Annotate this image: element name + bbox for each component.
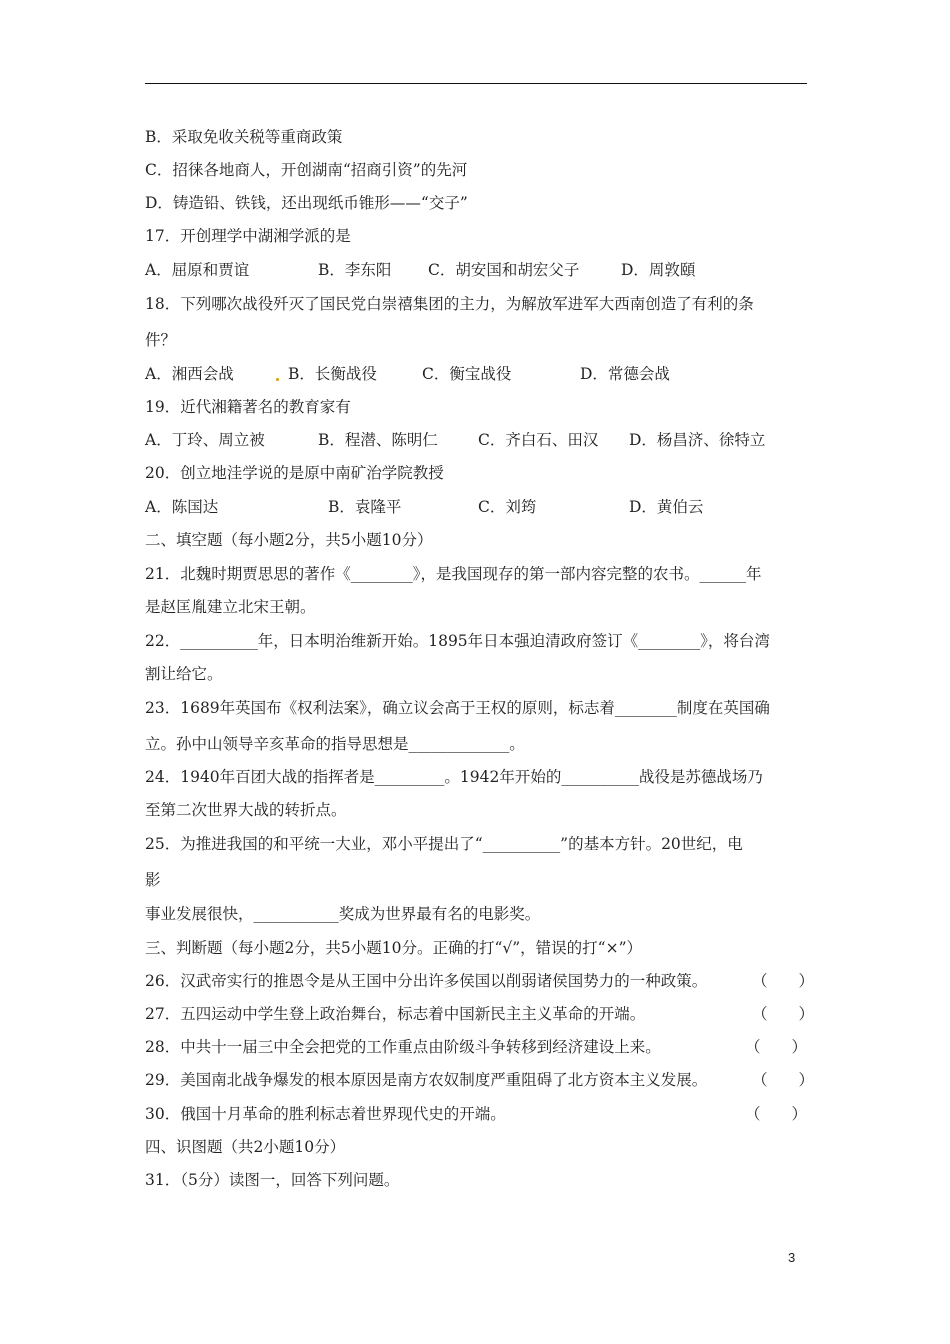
q30-answer-paren[interactable]: （ ）: [745, 1105, 808, 1123]
q17-stem: 17．开创理学中湖湘学派的是: [145, 227, 351, 245]
q27-answer-paren[interactable]: （ ）: [752, 1005, 815, 1023]
q31-stem: 31．（5分）读图一，回答下列问题。: [145, 1171, 400, 1189]
q17-option-a: A．屈原和贾谊: [145, 261, 250, 279]
q20-option-c: C．刘筠: [478, 498, 537, 516]
q27-text: 27．五四运动中学生登上政治舞台，标志着中国新民主主义革命的开端。: [145, 1005, 646, 1023]
page-number: 3: [788, 1250, 796, 1265]
q19-option-c: C．齐白石、田汉: [478, 431, 599, 449]
q17-option-b: B．李东阳: [318, 261, 392, 279]
q19-stem: 19．近代湘籍著名的教育家有: [145, 398, 351, 416]
q18-option-d: D．常德会战: [580, 365, 670, 383]
q18-stem-line1: 18．下列哪次战役歼灭了国民党白崇禧集团的主力，为解放军进军大西南创造了有利的条: [145, 295, 754, 313]
q18-option-a: A．湘西会战: [145, 365, 234, 383]
q23-line2: 立。孙中山领导辛亥革命的指导思想是_____________。: [145, 735, 525, 753]
q18-option-c: C．衡宝战役: [422, 365, 512, 383]
q22-line1: 22．__________年，日本明治维新开始。1895年日本强迫清政府签订《________》，将台湾: [145, 632, 770, 650]
q16-option-c: C．招徕各地商人，开创湖南“招商引资”的先河: [145, 161, 468, 179]
q21-line1: 21．北魏时期贾思思的著作《________》，是我国现存的第一部内容完整的农书。______年: [145, 565, 762, 583]
q29-answer-paren[interactable]: （ ）: [752, 1071, 815, 1089]
q20-option-b: B．袁隆平: [328, 498, 402, 516]
q17-option-d: D．周敦頤: [621, 261, 696, 279]
q26-text: 26．汉武帝实行的推恩令是从王国中分出许多侯国以削弱诸侯国势力的一种政策。: [145, 972, 708, 990]
stray-mark: [276, 378, 279, 381]
q25-line1: 25．为推进我国的和平统一大业，邓小平提出了“__________”的基本方针。20世纪，电: [145, 835, 743, 853]
q21-line2: 是赵匡胤建立北宋王朝。: [145, 598, 316, 616]
q20-option-d: D．黄伯云: [629, 498, 704, 516]
q24-line1: 24．1940年百团大战的指挥者是_________。1942年开始的__________战役是苏德战场乃: [145, 768, 763, 786]
header-rule: [145, 83, 807, 84]
q19-option-d: D．杨昌济、徐特立: [629, 431, 766, 449]
q18-stem-line2: 件？: [145, 331, 177, 349]
q29-text: 29．美国南北战争爆发的根本原因是南方农奴制度严重阻碍了北方资本主义发展。: [145, 1071, 708, 1089]
q22-line2: 割让给它。: [145, 665, 223, 683]
q23-line1: 23．1689年英国布《权利法案》，确立议会高于王权的原则，标志着________制度在英国确: [145, 699, 770, 717]
q25-line3: 事业发展很快，___________奖成为世界最有名的电影奖。: [145, 905, 541, 923]
q30-text: 30．俄国十月革命的胜利标志着世界现代史的开端。: [145, 1105, 506, 1123]
q16-option-b: B．采取免收关税等重商政策: [145, 128, 343, 146]
q26-answer-paren[interactable]: （ ）: [752, 972, 815, 990]
q20-option-a: A．陈国达: [145, 498, 219, 516]
q18-option-b: B．长衡战役: [288, 365, 377, 383]
q28-text: 28．中共十一届三中全会把党的工作重点由阶级斗争转移到经济建设上来。: [145, 1038, 661, 1056]
q20-stem: 20．创立地洼学说的是原中南矿治学院教授: [145, 464, 444, 482]
section-3-heading: 三、判断题（每小题2分，共5小题10分。正确的打“√”，错误的打“×”）: [145, 939, 643, 957]
section-4-heading: 四、识图题（共2小题10分）: [145, 1138, 346, 1156]
q16-option-d: D．铸造铅、铁钱，还出现纸币锥形——“交子”: [145, 194, 468, 212]
q24-line2: 至第二次世界大战的转折点。: [145, 801, 347, 819]
q25-line2: 影: [145, 871, 161, 889]
q19-option-b: B．程潜、陈明仁: [318, 431, 438, 449]
q28-answer-paren[interactable]: （ ）: [745, 1038, 808, 1056]
section-2-heading: 二、填空题（每小题2分，共5小题10分）: [145, 531, 433, 549]
q19-option-a: A．丁玲、周立被: [145, 431, 265, 449]
q17-option-c: C．胡安国和胡宏父子: [428, 261, 580, 279]
